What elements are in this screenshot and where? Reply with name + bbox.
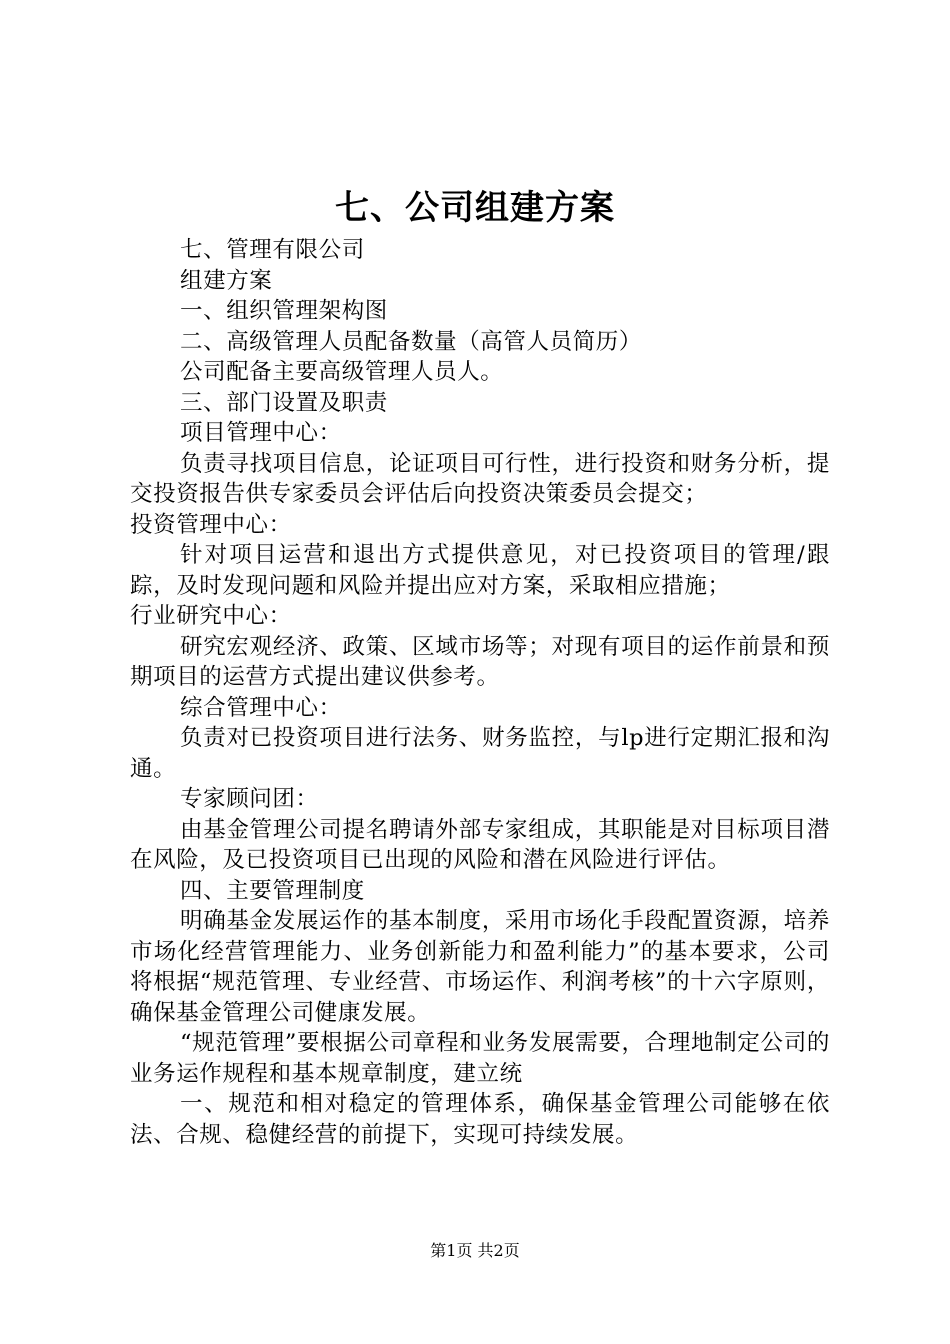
paragraph: 专家顾问团：	[180, 786, 319, 812]
paragraph: 七、管理有限公司	[180, 237, 365, 263]
paragraph: 研究宏观经济、政策、区域市场等；对现有项目的运作前景和预期项目的运营方式提出建议供参考。	[130, 633, 830, 690]
paragraph: 组建方案	[180, 267, 273, 294]
paragraph: 由基金管理公司提名聘请外部专家组成，其职能是对目标项目潜在风险，及已投资项目已出现的风险和潜在风险进行评估。	[130, 816, 830, 873]
document-body	[130, 235, 830, 1150]
paragraph: 三、部门设置及职责	[180, 389, 388, 416]
paragraph: 负责对已投资项目进行法务、财务监控，与lp进行定期汇报和沟通。	[130, 725, 830, 782]
paragraph: 项目管理中心：	[180, 420, 342, 446]
paragraph: 二、高级管理人员配备数量（高管人员简历）	[180, 328, 643, 355]
page-footer: 第1页 共2页	[430, 1241, 520, 1260]
paragraph: “规范管理”要根据公司章程和业务发展需要，合理地制定公司的业务运作规程和基本规章制度，建立统	[130, 1030, 830, 1087]
paragraph: 明确基金发展运作的基本制度，采用市场化手段配置资源，培养市场化经营管理能力、业务创新能力和盈利能力”的基本要求，公司将根据“规范管理、专业经营、市场运作、利润考核”的十六字原则，确保基金管理公司健康发展。	[130, 908, 830, 1026]
paragraph: 投资管理中心：	[130, 511, 292, 538]
paragraph: 一、组织管理架构图	[180, 298, 388, 324]
paragraph: 负责寻找项目信息，论证项目可行性，进行投资和财务分析，提交投资报告供专家委员会评估后向投资决策委员会提交；	[130, 450, 830, 507]
paragraph: 四、主要管理制度	[180, 877, 365, 904]
paragraph: 行业研究中心：	[130, 603, 292, 629]
document-title: 七、公司组建方案	[335, 188, 615, 228]
paragraph: 一、规范和相对稳定的管理体系，确保基金管理公司能够在依法、合规、稳健经营的前提下，实现可持续发展。	[130, 1091, 830, 1148]
paragraph: 公司配备主要高级管理人员人。	[180, 359, 504, 385]
paragraph: 针对项目运营和退出方式提供意见，对已投资项目的管理/跟踪，及时发现问题和风险并提出应对方案，采取相应措施；	[130, 542, 830, 599]
paragraph: 综合管理中心：	[180, 694, 342, 721]
